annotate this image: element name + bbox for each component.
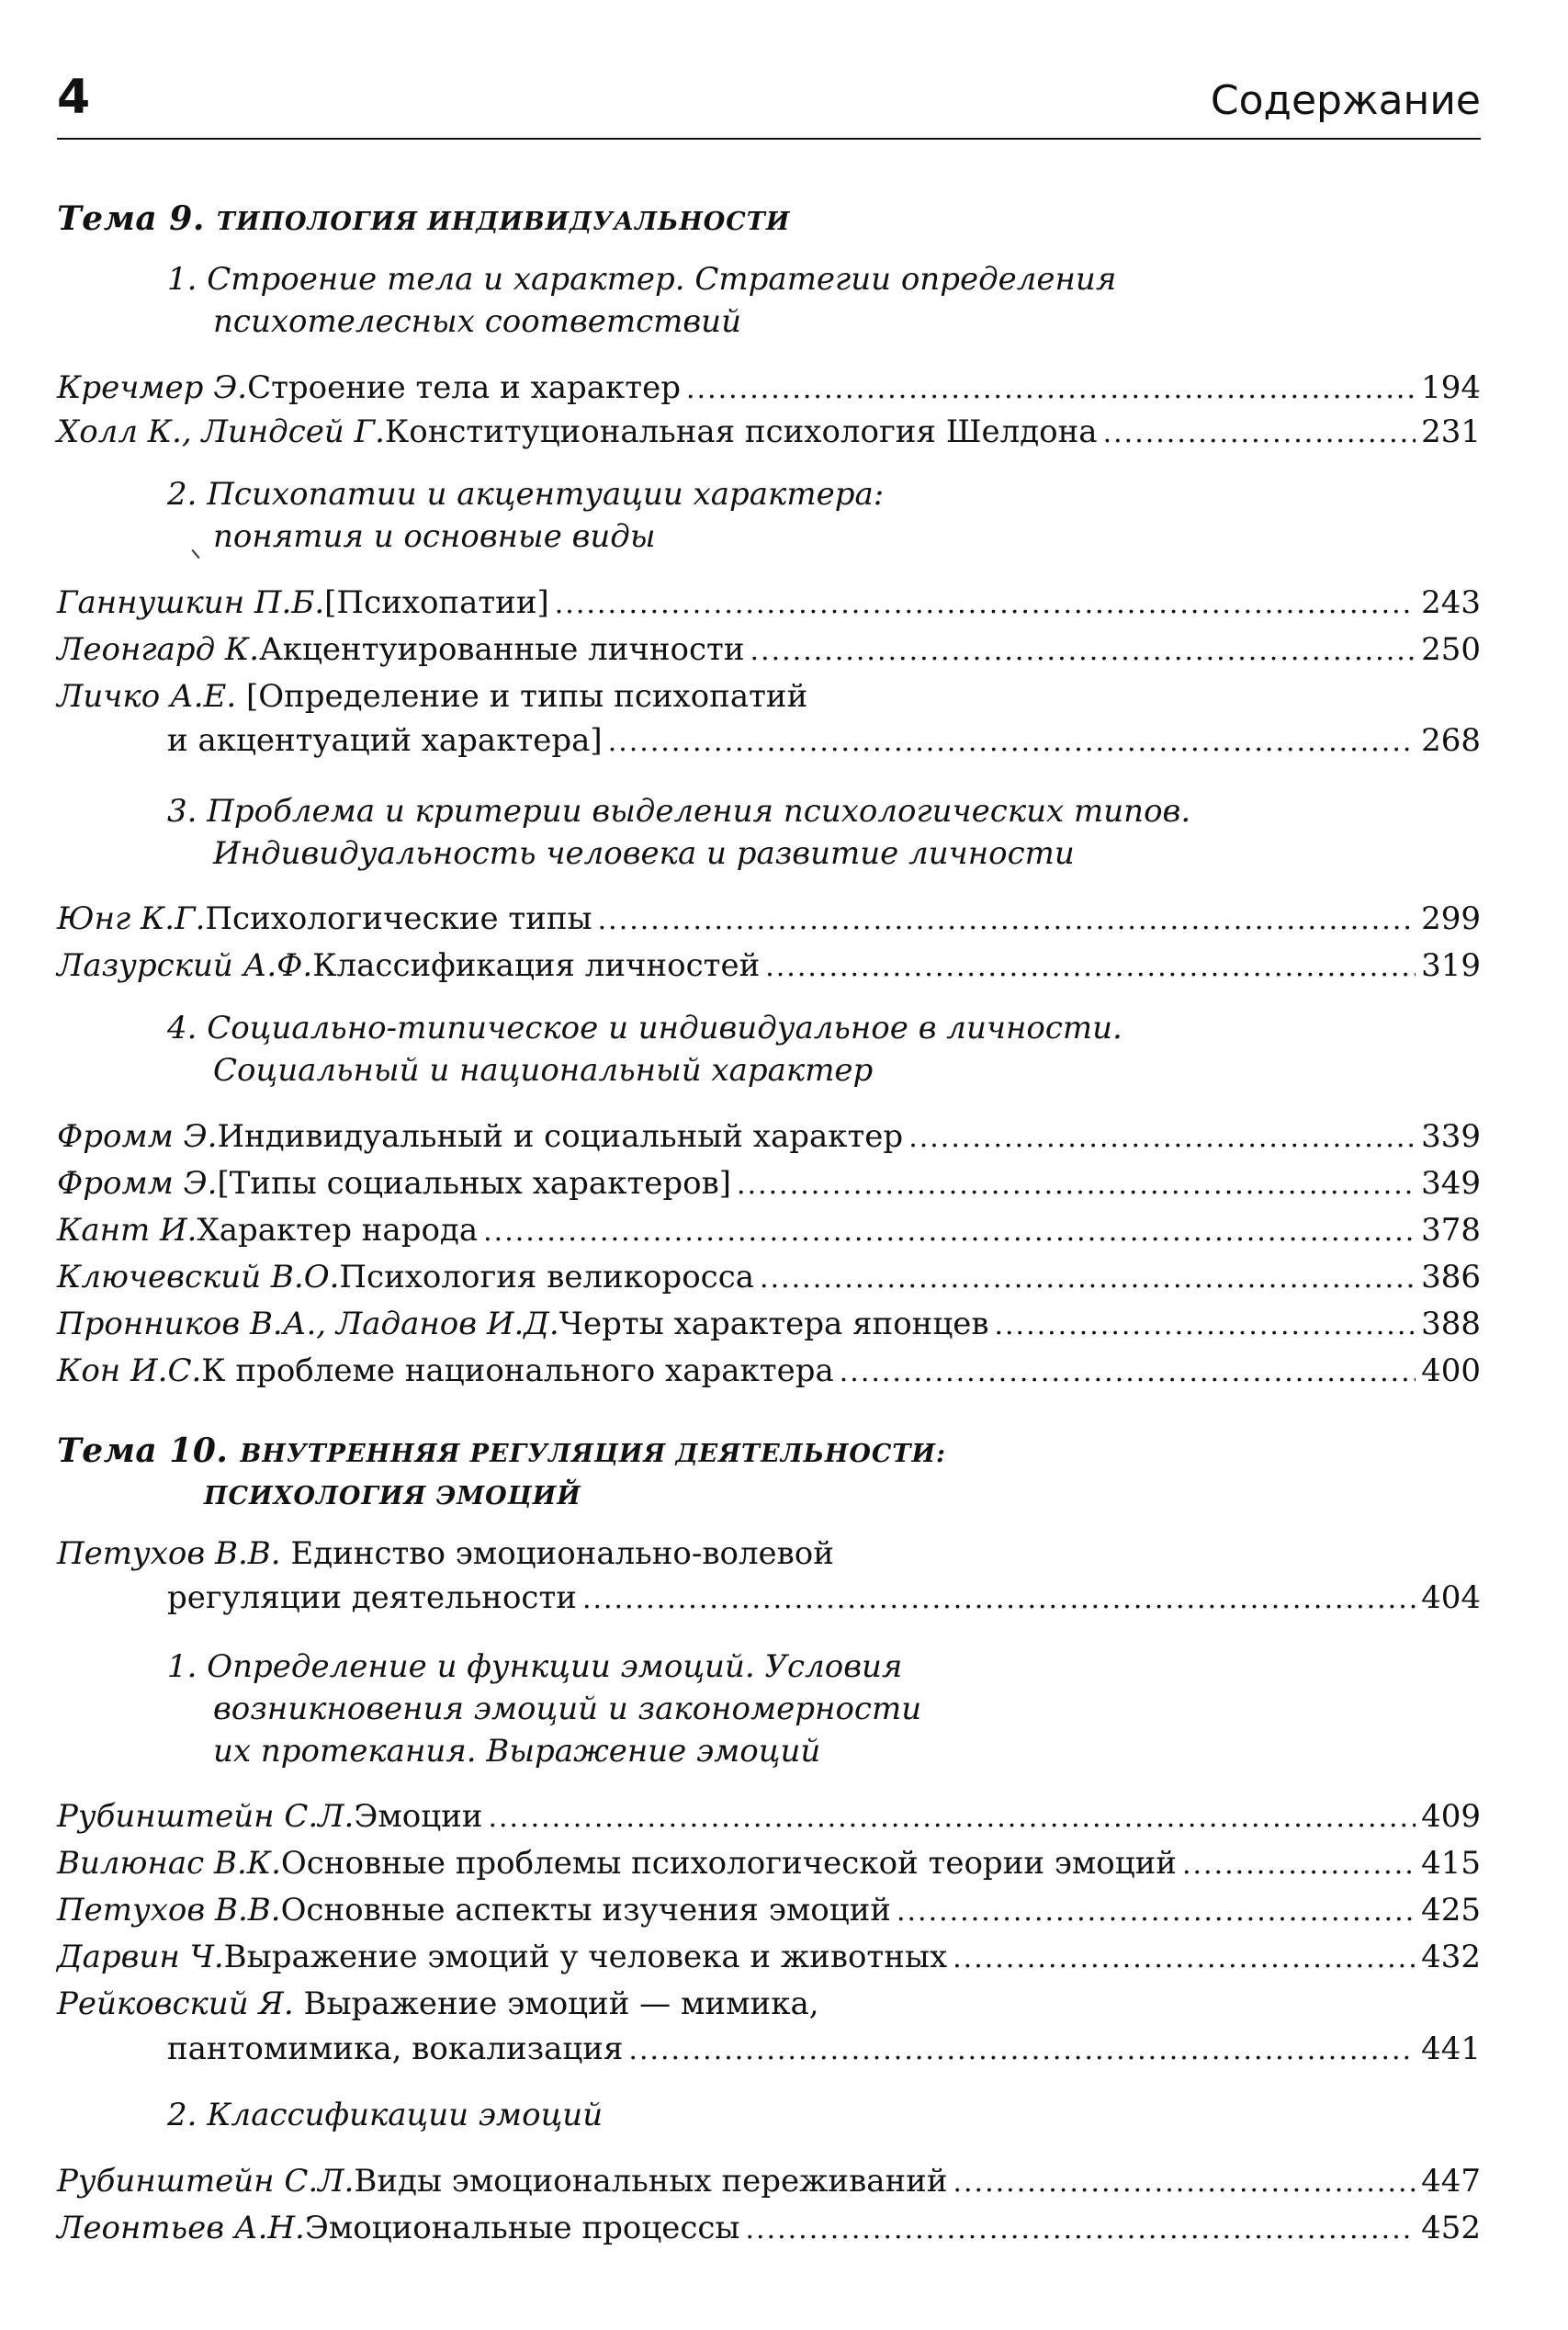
toc-entry[interactable] xyxy=(57,1933,1481,1981)
toc-entry[interactable] xyxy=(57,2157,1481,2205)
toc-entry[interactable] xyxy=(57,1980,1481,2028)
entry-author: Личко А.Е. xyxy=(57,678,237,715)
entry-page: 452 xyxy=(1421,2210,1481,2246)
entry-page: 299 xyxy=(1421,900,1481,937)
entry-author: Петухов В.В. xyxy=(57,1535,281,1572)
section-heading: 1. Строение тела и характер. Стратегии определения xyxy=(167,261,1117,298)
entry-page: 349 xyxy=(1421,1165,1481,1202)
entry-author: Рейковский Я. xyxy=(57,1985,294,2022)
leader-dots xyxy=(608,718,1416,766)
entry-title: К проблеме национального характера xyxy=(201,1352,834,1389)
entry-title: Виды эмоциональных переживаний xyxy=(354,2163,948,2200)
entry-page: 386 xyxy=(1421,1259,1481,1295)
entry-title: Эмоции xyxy=(354,1798,483,1835)
toc-entry[interactable] xyxy=(57,1300,1481,1348)
toc-entry[interactable] xyxy=(57,364,1481,412)
entry-title: [Типы социальных характеров] xyxy=(217,1165,732,1202)
running-title: Содержание xyxy=(1210,77,1481,124)
toc-entry[interactable] xyxy=(57,2204,1481,2252)
theme-label: Тема 9. xyxy=(57,199,217,238)
leader-dots xyxy=(555,581,1416,628)
section-heading: 3. Проблема и критерии выделения психологических типов. xyxy=(167,793,1191,830)
entry-author: Рубинштейн С.Л. xyxy=(57,2163,355,2200)
toc-entry[interactable] xyxy=(57,579,1481,627)
entry-title: [Психопатии] xyxy=(324,584,549,621)
leader-dots xyxy=(582,1576,1416,1623)
toc-entry[interactable] xyxy=(57,1347,1481,1395)
entry-title: Характер народа xyxy=(197,1212,479,1249)
entry-title: Акцентуированные личности xyxy=(259,631,745,668)
entry-author: Леонтьев А.Н. xyxy=(57,2210,305,2246)
section-heading-cont: психотелесных соответствий xyxy=(213,303,741,340)
entry-title: Выражение эмоций — мимика, xyxy=(293,1985,819,2022)
entry-title: Классификация личностей xyxy=(312,947,761,984)
entry-page: 243 xyxy=(1421,584,1481,621)
entry-author: Пронников В.А., Ладанов И.Д. xyxy=(57,1306,559,1342)
toc-entry[interactable] xyxy=(57,942,1481,990)
leader-dots xyxy=(598,897,1416,944)
page xyxy=(57,0,1481,2330)
entry-page: 378 xyxy=(1421,1212,1481,1249)
entry-page: 441 xyxy=(1421,2030,1481,2067)
entry-page: 415 xyxy=(1421,1845,1481,1882)
entry-page: 447 xyxy=(1421,2163,1481,2200)
entry-page: 400 xyxy=(1421,1352,1481,1389)
entry-title: Основные проблемы психологической теории эмоций xyxy=(280,1845,1177,1882)
entry-title: Конституциональная психология Шелдона xyxy=(384,413,1098,450)
section-heading-cont: возникновения эмоций и закономерности xyxy=(213,1691,922,1727)
toc-entry[interactable] xyxy=(57,1113,1481,1160)
entry-title: Основные аспекты изучения эмоций xyxy=(280,1892,891,1928)
page-number: 4 xyxy=(57,70,91,125)
leader-dots xyxy=(765,944,1416,991)
entry-author: Кант И. xyxy=(57,1212,197,1249)
entry-title: Черты характера японцев xyxy=(558,1306,989,1342)
leader-dots xyxy=(897,1888,1416,1936)
entry-page: 409 xyxy=(1421,1798,1481,1835)
toc-entry-cont[interactable] xyxy=(167,2025,1481,2073)
entry-page: 319 xyxy=(1421,947,1481,984)
entry-title: Психология великоросса xyxy=(339,1259,755,1295)
theme-10-heading-cont xyxy=(204,1469,1481,1517)
theme-title: ВНУТРЕННЯЯ РЕГУЛЯЦИЯ ДЕЯТЕЛЬНОСТИ: xyxy=(240,1440,946,1468)
leader-dots xyxy=(746,2206,1416,2254)
section-heading-cont: их протекания. Выражение эмоций xyxy=(213,1733,821,1770)
toc-entry[interactable] xyxy=(57,1159,1481,1207)
theme-title-cont: ПСИХОЛОГИЯ ЭМОЦИЙ xyxy=(204,1482,581,1510)
leader-dots xyxy=(760,1255,1416,1303)
entry-title: Строение тела и характер xyxy=(247,369,681,406)
page-header xyxy=(57,64,1481,140)
entry-title-cont: регуляции деятельности xyxy=(167,1579,577,1616)
entry-author: Фромм Э. xyxy=(57,1118,218,1155)
entry-author: Кречмер Э. xyxy=(57,369,248,406)
entry-author: Рубинштейн С.Л. xyxy=(57,1798,355,1835)
entry-page: 404 xyxy=(1421,1579,1481,1616)
toc-entry[interactable] xyxy=(57,408,1481,456)
section-heading-cont: Индивидуальность человека и развитие личности xyxy=(213,835,1075,872)
entry-title: Индивидуальный и социальный характер xyxy=(217,1118,904,1155)
theme-10-heading xyxy=(57,1427,1481,1475)
entry-author: Лазурский А.Ф. xyxy=(57,947,313,984)
leader-dots xyxy=(483,1208,1416,1256)
entry-title-cont: и акцентуаций характера] xyxy=(167,722,603,759)
toc-entry[interactable] xyxy=(57,1206,1481,1254)
entry-author: Холл К., Линдсей Г. xyxy=(57,413,385,450)
entry-title-cont: пантомимика, вокализация xyxy=(167,2030,624,2067)
entry-author: Ключевский В.О. xyxy=(57,1259,340,1295)
entry-page: 231 xyxy=(1421,413,1481,450)
entry-author: Дарвин Ч. xyxy=(57,1939,224,1975)
toc-entry[interactable] xyxy=(57,1530,1481,1578)
leader-dots xyxy=(953,1935,1416,1983)
theme-title: ТИПОЛОГИЯ ИНДИВИДУАЛЬНОСТИ xyxy=(216,208,791,236)
leader-dots xyxy=(488,1794,1416,1842)
entry-title: Единство эмоционально-волевой xyxy=(280,1535,834,1572)
leader-dots xyxy=(750,628,1416,675)
entry-author: Вилюнас В.К. xyxy=(57,1845,281,1882)
entry-title: Психологические типы xyxy=(205,900,592,937)
toc-entry[interactable] xyxy=(57,1793,1481,1840)
entry-page: 268 xyxy=(1421,722,1481,759)
toc-entry-cont[interactable] xyxy=(167,1574,1481,1622)
toc-entry[interactable] xyxy=(57,1253,1481,1301)
toc-entry[interactable] xyxy=(57,626,1481,673)
leader-dots xyxy=(994,1302,1416,1350)
theme-9-heading xyxy=(57,195,1481,243)
toc-entry-cont[interactable] xyxy=(167,717,1481,764)
entry-author: Леонгард К. xyxy=(57,631,260,668)
section-heading: 1. Определение и функции эмоций. Условия xyxy=(167,1648,903,1685)
entry-author: Петухов В.В. xyxy=(57,1892,281,1928)
entry-author: Фромм Э. xyxy=(57,1165,218,1202)
leader-dots xyxy=(840,1349,1416,1397)
theme-label: Тема 10. xyxy=(57,1431,241,1470)
leader-dots xyxy=(737,1161,1416,1209)
leader-dots xyxy=(628,2027,1416,2075)
entry-author: Ганнушкин П.Б. xyxy=(57,584,325,621)
section-heading: 2. Психопатии и акцентуации характера: xyxy=(167,476,885,513)
entry-title: [Определение и типы психопатий xyxy=(236,678,808,715)
leader-dots xyxy=(1103,410,1416,458)
leader-dots xyxy=(686,366,1416,413)
toc-entry[interactable] xyxy=(57,895,1481,943)
toc-entry[interactable] xyxy=(57,1839,1481,1887)
leader-dots xyxy=(953,2159,1416,2207)
leader-dots xyxy=(1182,1841,1416,1889)
toc-entry[interactable] xyxy=(57,1886,1481,1934)
entry-author: Юнг К.Г. xyxy=(57,900,206,937)
section-heading: 4. Социально-типическое и индивидуальное в личности. xyxy=(167,1010,1122,1046)
entry-author: Кон И.С. xyxy=(57,1352,202,1389)
entry-page: 194 xyxy=(1421,369,1481,406)
scan-mark xyxy=(191,549,199,559)
entry-title: Выражение эмоций у человека и животных xyxy=(223,1939,948,1975)
section-heading: 2. Классификации эмоций xyxy=(167,2097,604,2133)
section-heading-cont: понятия и основные виды xyxy=(213,518,656,555)
toc-entry[interactable] xyxy=(57,673,1481,720)
entry-page: 339 xyxy=(1421,1118,1481,1155)
section-heading-cont: Социальный и национальный характер xyxy=(213,1052,874,1089)
entry-page: 432 xyxy=(1421,1939,1481,1975)
leader-dots xyxy=(908,1114,1416,1162)
entry-title: Эмоциональные процессы xyxy=(304,2210,740,2246)
entry-page: 388 xyxy=(1421,1306,1481,1342)
entry-page: 425 xyxy=(1421,1892,1481,1928)
entry-page: 250 xyxy=(1421,631,1481,668)
